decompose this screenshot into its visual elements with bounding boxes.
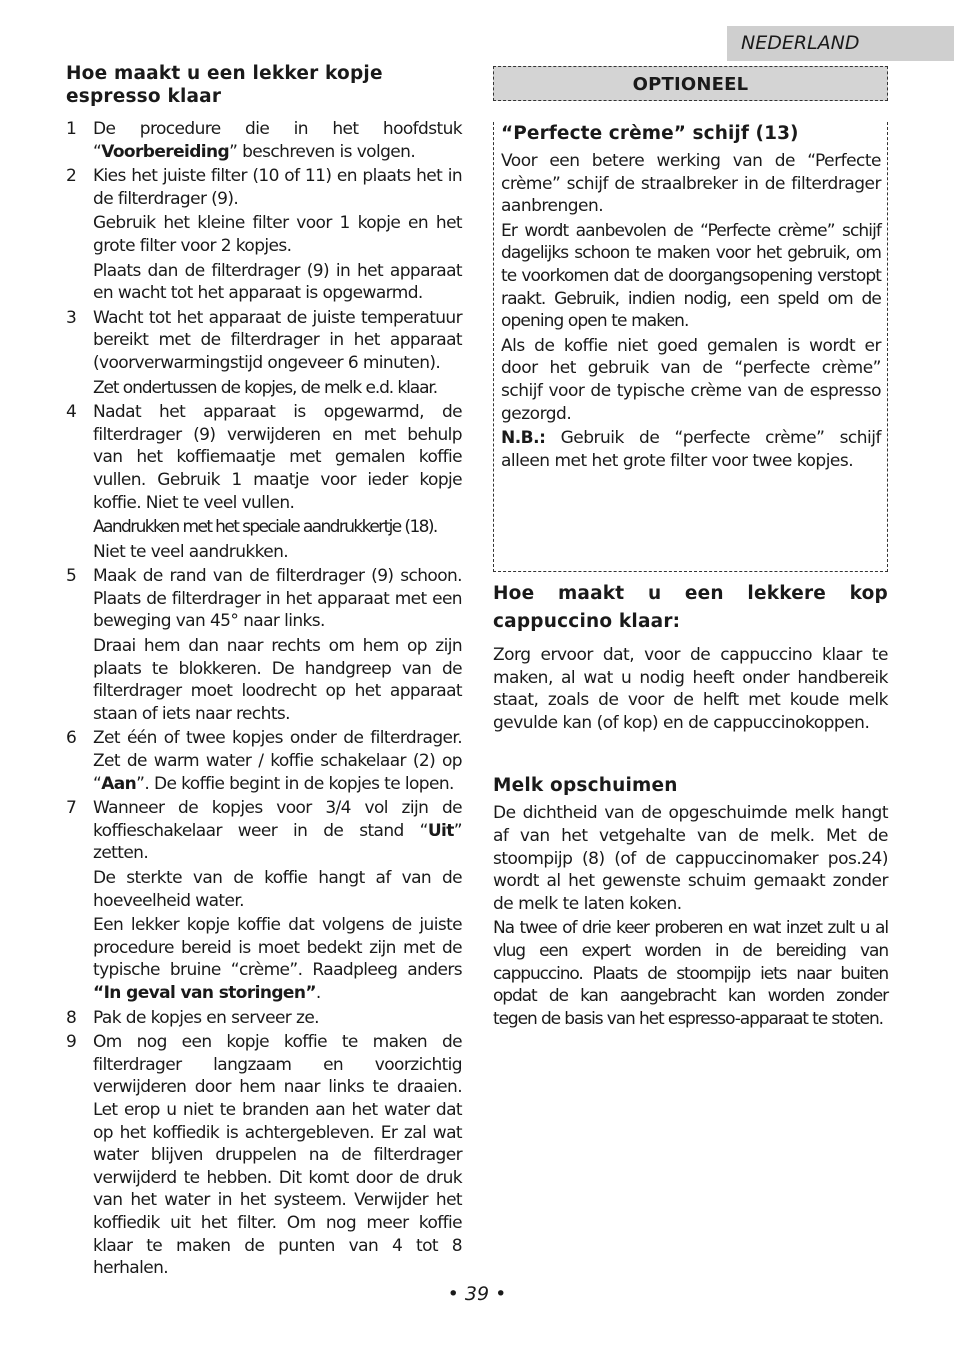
step-number: 8 [66, 1007, 77, 1028]
step-text: De sterkte van de koffie hangt af van de hoeveelheid water. [93, 868, 462, 911]
list-item [66, 401, 462, 563]
paragraph: De dichtheid van de opgeschuimde melk hangt af van het vetgehalte van de melk. Met de stoompijp (8) (of de cappuccinomaker pos.24) wordt al het gewenste schuim gemaakt zonder de melk te laten koken. [493, 803, 888, 914]
step-text: Een lekker kopje koffie dat volgens de juiste procedure bereid is moet bedekt zijn met de typische bruine “crème”. Raadpleeg anders “In geval van storingen”. [93, 915, 462, 1003]
cappuccino-section-title: Hoe maakt u een lekkere kop cappuccino klaar: [493, 583, 888, 632]
step-number: 2 [66, 166, 77, 187]
step-text: Aandrukken met het speciale aandrukkertje (18). [93, 517, 437, 538]
paragraph: Als de koffie niet goed gemalen is wordt er door het gebruik van de “perfecte crème” schijf voor de typische crème van de espresso gezorgd. [501, 335, 881, 424]
list-item [66, 1007, 462, 1030]
step-number: 3 [66, 307, 77, 328]
step-text: Maak de rand van de filterdrager (9) schoon. Plaats de filterdrager in het apparaat met een beweging van 45° naar links. [93, 566, 462, 632]
step-text: Nadat het apparaat is opgewarmd, de filterdrager (9) verwijderen en met behulp van het koffiemaatje met gemalen koffie vullen. Gebruik 1 maatje voor ieder kopje koffie. Niet te veel vullen. [93, 402, 462, 513]
step-text: Kies het juiste filter (10 of 11) en plaats het in de filterdrager (9). [93, 166, 462, 209]
paragraph: Zorg ervoor dat, voor de cappuccino klaar te maken, al wat u nodig heeft onder handbereik staat, zoals de voor de helft met koude melk gevulde kan (of kop) en de cappuccinokoppen. [493, 645, 888, 733]
language-tab: NEDERLAND [727, 26, 954, 61]
step-text: Plaats dan de filterdrager (9) in het apparaat en wacht tot het apparaat is opgewarmd. [93, 260, 462, 304]
espresso-steps-list [66, 118, 462, 1280]
list-item [66, 797, 462, 1004]
step-number: 1 [66, 119, 77, 139]
step-text: Draai hem dan naar rechts om hem op zijn plaats te blokkeren. De handgreep van de filterdrager moet loodrecht op het apparaat staan of iets naar rechts. [93, 636, 462, 724]
step-text: Om nog een kopje koffie te maken de filterdrager langzaam en voorzichtig verwijderen door hem naar links te draaien. Let erop u niet te branden aan het water dat op het koffiedik is achtergebleven. Er zal wat water blijven druppelen na de filterdrager verwijderd te hebben. Dit komt door de druk van het water in het systeem. Verwijder het koffiedik uit het filter. Om nog meer koffie klaar te maken de punten van 4 tot 8 herhalen. [93, 1032, 462, 1279]
optional-box [493, 62, 888, 512]
left-column [66, 62, 462, 1282]
page-number: • 39 • [447, 1283, 507, 1305]
step-text: Pak de kopjes en serveer ze. [93, 1007, 319, 1028]
step-text: Zet één of twee kopjes onder de filterdrager. Zet de warm water / koffie schakelaar (2) op “Aan”. De koffie begint in de kopjes te lopen. [93, 728, 462, 794]
step-number: 7 [66, 798, 77, 819]
step-number: 5 [66, 566, 77, 587]
step-text: Wanneer de kopjes voor 3/4 vol zijn de koffieschakelaar weer in de stand “Uit” zetten. [93, 798, 462, 864]
list-item [66, 565, 462, 725]
perfect-creme-title: “Perfecte crème” schijf (13) [501, 123, 799, 144]
list-item [66, 1031, 462, 1280]
step-text: Niet te veel aandrukken. [93, 541, 289, 562]
list-item [66, 727, 462, 795]
espresso-section-title: Hoe maakt u een lekker kopje espresso klaar [66, 63, 383, 107]
list-item [66, 165, 462, 305]
note-label: N.B.: [501, 428, 546, 449]
step-text: Zet ondertussen de kopjes, de melk e.d. klaar. [93, 377, 438, 398]
step-number: 4 [66, 402, 77, 423]
step-number: 6 [66, 728, 77, 749]
optional-content [501, 122, 881, 474]
list-item [66, 307, 462, 399]
right-column [493, 62, 888, 1032]
milk-section-title: Melk opschuimen [493, 775, 678, 797]
step-text: De procedure die in het hoofdstuk “Voorbereiding” beschreven is volgen. [93, 119, 462, 162]
note-paragraph: N.B.: Gebruik de “perfecte crème” schijf alleen met het grote filter voor twee kopjes. [501, 428, 881, 471]
list-item [66, 118, 462, 163]
optional-label: OPTIONEEL [493, 66, 888, 101]
step-text: Gebruik het kleine filter voor 1 kopje en het grote filter voor 2 kopjes. [93, 213, 462, 256]
step-text: Wacht tot het apparaat de juiste temperatuur bereikt met de filterdrager in het apparaat (voorverwarmingstijd ongeveer 6 minuten). [93, 307, 462, 373]
paragraph: Na twee of drie keer proberen en wat inzet zult u al vlug een expert worden in de bereiding van cappuccino. Plaats de stoompijp iets naar buiten opdat de kan aangebracht kan worden zonder tegen de basis van het espresso-apparaat te stoten. [493, 918, 888, 1029]
paragraph: Er wordt aanbevolen de “Perfecte crème” schijf dagelijks schoon te maken voor het gebruik, om te voorkomen dat de doorgangsopening verstopt raakt. Gebruik, indien nodig, een speld om de opening open te maken. [501, 220, 881, 332]
step-number: 9 [66, 1032, 77, 1053]
paragraph: Voor een betere werking van de “Perfecte crème” schijf de straalbreker in de filterdrager aanbrengen. [501, 151, 881, 217]
